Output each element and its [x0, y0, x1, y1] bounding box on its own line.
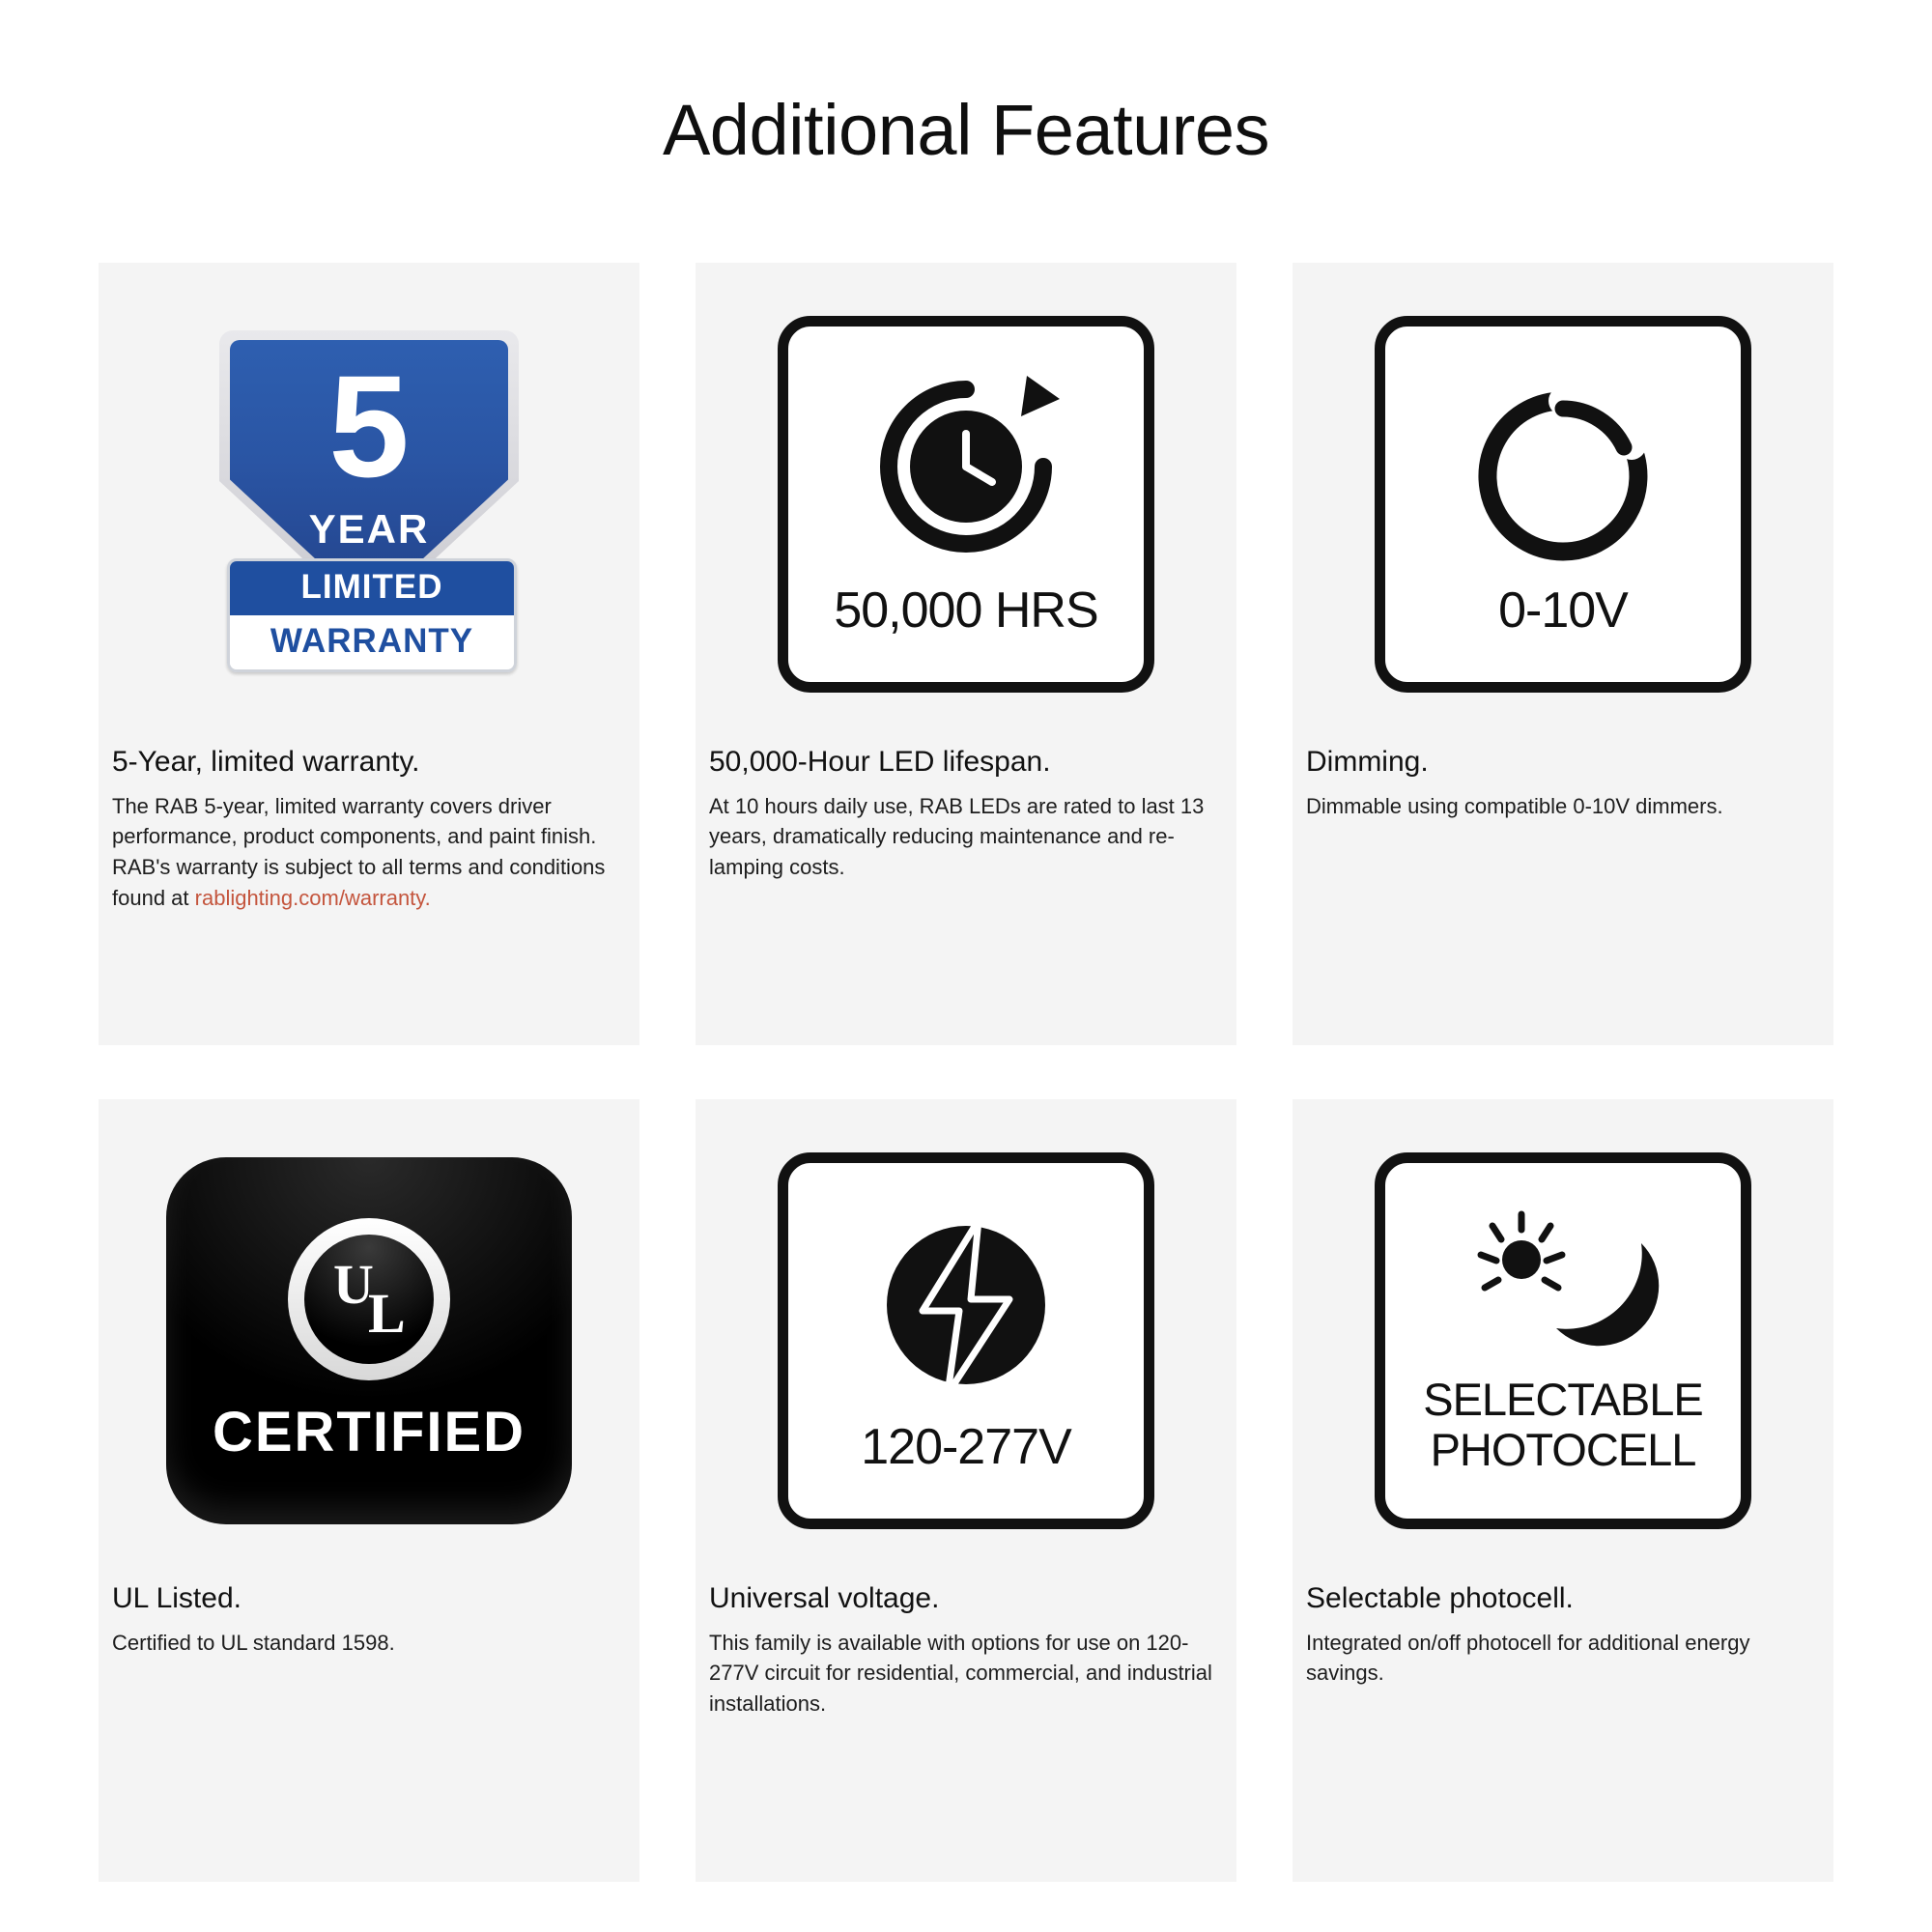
feature-title: Dimming. — [1306, 746, 1429, 778]
bolt-circle-glyph — [855, 1207, 1077, 1414]
warranty-years-number: 5 — [328, 345, 410, 507]
feature-description: Certified to UL standard 1598. — [112, 1630, 395, 1655]
feature-title: Selectable photocell. — [1306, 1582, 1574, 1614]
ul-certified-badge — [166, 1157, 572, 1524]
feature-card-lifespan — [696, 263, 1236, 1045]
feature-text-lifespan — [696, 746, 1236, 883]
feature-text-dimming — [1293, 746, 1833, 821]
feature-card-universal-voltage — [696, 1099, 1236, 1882]
page-title: Additional Features — [662, 90, 1270, 170]
ul-mark — [304, 1235, 434, 1364]
feature-description — [112, 791, 626, 915]
sun-moon-glyph — [1442, 1208, 1684, 1373]
warranty-badge-icon — [99, 263, 639, 746]
lifespan-icon — [696, 263, 1236, 746]
ul-icon — [99, 1099, 639, 1582]
lightning-bolt-voltage-icon — [778, 1152, 1154, 1529]
sun-moon-photocell-icon — [1375, 1152, 1751, 1529]
photocell-icon — [1293, 1099, 1833, 1582]
feature-description: At 10 hours daily use, RAB LEDs are rated to last 13 years, dramatically reducing maintenance and re-lamping costs. — [709, 793, 1205, 880]
warranty-year-label: YEAR — [308, 506, 430, 552]
feature-text-ul-listed — [99, 1582, 639, 1658]
feature-title: 5-Year, limited warranty. — [112, 746, 420, 778]
ul-letter-l: L — [368, 1281, 406, 1345]
lifespan-icon-label: 50,000 HRS — [834, 582, 1098, 639]
clock-lifespan-icon — [778, 316, 1154, 693]
feature-card-dimming — [1293, 263, 1833, 1045]
dimmer-dial-icon — [1375, 316, 1751, 693]
dimming-icon — [1293, 263, 1833, 746]
voltage-icon — [696, 1099, 1236, 1582]
feature-title: UL Listed. — [112, 1582, 242, 1614]
voltage-icon-label: 120-277V — [861, 1418, 1071, 1475]
dial-glyph — [1452, 370, 1674, 578]
warranty-link[interactable]: rablighting.com/warranty. — [194, 886, 431, 911]
photocell-icon-label-line2: PHOTOCELL — [1430, 1424, 1696, 1475]
feature-card-selectable-photocell — [1293, 1099, 1833, 1882]
feature-title: 50,000-Hour LED lifespan. — [709, 746, 1051, 778]
feature-text-selectable-photocell — [1293, 1582, 1833, 1689]
feature-text-warranty — [99, 746, 639, 914]
feature-title: Universal voltage. — [709, 1582, 940, 1614]
feature-text-universal-voltage — [696, 1582, 1236, 1719]
feature-card-warranty — [99, 263, 639, 1045]
dimming-icon-label: 0-10V — [1498, 582, 1628, 639]
warranty-limited-label: LIMITED — [230, 561, 514, 615]
feature-description: This family is available with options for use on 120-277V circuit for residential, commercial, and industrial installations. — [709, 1630, 1212, 1717]
features-grid — [0, 263, 1932, 1882]
photocell-icon-label-line1: SELECTABLE — [1423, 1374, 1703, 1426]
clock-arrow-glyph — [855, 370, 1077, 578]
feature-description-text: The RAB 5-year, limited warranty covers driver performance, product components, and paint finish. RAB's warranty is subject to all terms and conditions found at — [112, 793, 606, 911]
ul-mark-ring — [288, 1218, 450, 1380]
ul-letter-u: U — [333, 1252, 374, 1316]
ul-certified-label: CERTIFIED — [212, 1400, 526, 1463]
feature-description: Integrated on/off photocell for additional energy savings. — [1306, 1630, 1750, 1686]
feature-description: Dimmable using compatible 0-10V dimmers. — [1306, 793, 1723, 818]
feature-card-ul-listed — [99, 1099, 639, 1882]
warranty-ribbon — [227, 558, 517, 672]
warranty-warranty-label: WARRANTY — [230, 615, 514, 669]
